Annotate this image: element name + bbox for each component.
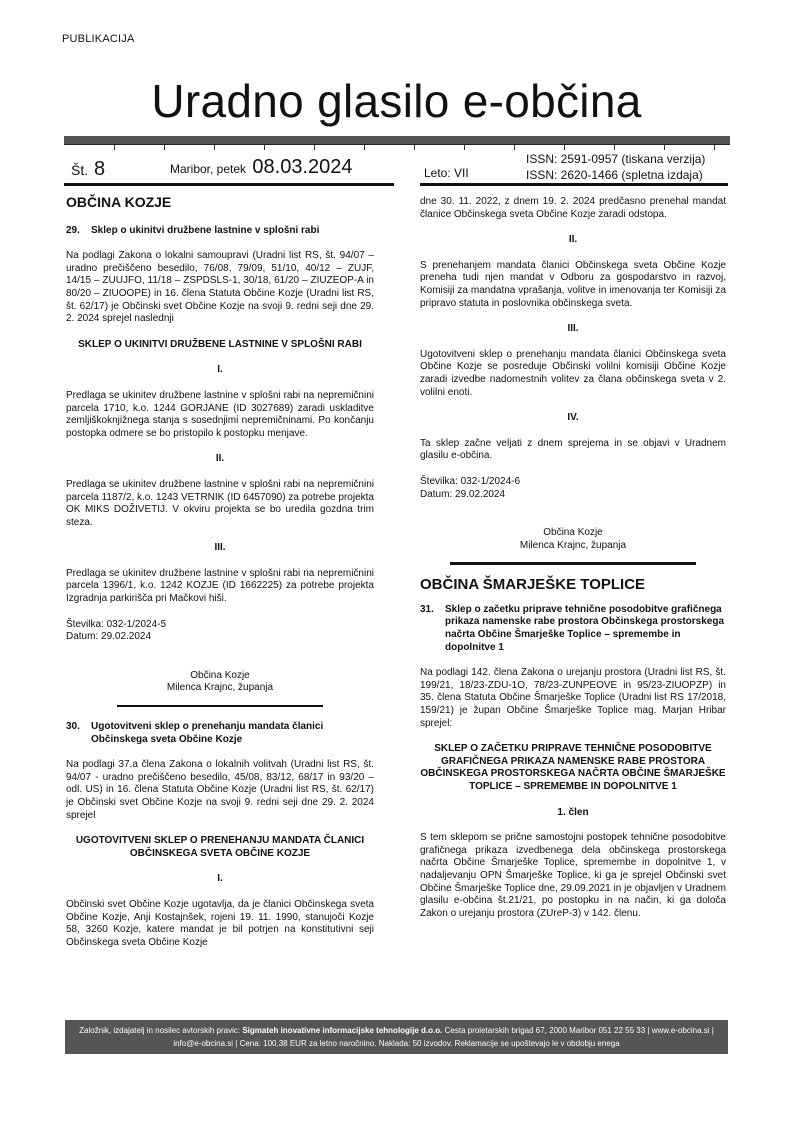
- article-heading: 1. člen: [557, 806, 589, 818]
- municipality-heading: OBČINA ŠMARJEŠKE TOPLICE: [420, 576, 646, 594]
- item-29-intro: Na podlagi Zakona o lokalni samoupravi (Uradni list RS, št. 94/07 – uradno prečiščeno besedilo, 76/08, 79/09, 51/10, 40/12 – ZUJF, 14/15 – ZUUJFO, 11/18 – ZSPDSLS-1, 30/18, 61/20 – ZIUZEOP-A in 80/20 – ZIUOOPE) in 16. člena Statuta Občine Kozje (Uradni list RS, št. 62/17) je Občinski svet Občine Kozje na svoji 9. redni seji dne 29. 2. 2024 sprejel naslednji: [66, 250, 374, 325]
- section-roman: III.: [567, 323, 579, 335]
- item-29-title: 29. Sklep o ukinitvi družbene lastnine v splošni rabi: [66, 224, 320, 236]
- item-31-intro: Na podlagi 142. člena Zakona o urejanju prostora (Uradni list RS, št. 199/21, 18/23-ZDU-1O, 78/23-ZUNPEOVE in 95/23-ZIUOPZP) in 35. člena Statuta Občine Šmarješke Toplice (Uradni list RS 17/2018, 159/21) je župan Občine Šmarješke Toplice mag. Marjan Hribar sprejel:: [420, 667, 726, 729]
- item-29-paragraph: Predlaga se ukinitev družbene lastnine v splošni rabi na nepremičnini parcela 1187/2, k.o. 1243 VETRNIK (ID 6457090) za potrebe projekta OK MIKS DOŽIVETIJ. V okviru projekta se bo uredila gozdna trim steza.: [66, 478, 374, 528]
- issn-block: ISSN: 2591-0957 (tiskana verzija) ISSN: 2620-1466 (spletna izdaja): [526, 152, 706, 182]
- item-29-paragraph: Predlaga se ukinitev družbene lastnine v splošni rabi na nepremičnini parcela 1710, k.o. 1244 GORJANE (ID 3027689) zaradi uskladitve zemljiškoknjižnega stanja s sosednjimi nepremičninami. Po končanju postopka odmere se bo pristopilo k postopku menjave.: [66, 389, 374, 439]
- item-29-number: Številka: 032-1/2024-5: [66, 618, 167, 630]
- section-roman: IV.: [567, 412, 579, 424]
- section-roman: II.: [215, 453, 225, 465]
- item-30-title: 30. Ugotovitveni sklep o prenehanju mandata članici Občinskega sveta Občine Kozje: [66, 721, 324, 745]
- header-divider-left: [64, 183, 394, 186]
- item-29-date: Datum: 29.02.2024: [66, 631, 152, 643]
- item-31-paragraph: S tem sklepom se prične samostojni postopek tehnične posodobitve grafičnega prikaza izvedbenega dela občinskega prostorskega načrta Občine Šmarješke Toplice, spremembe in dopolnitve 1, v nadaljevanju OPN Šmarješke Toplice, ki ga je sprejel Občinski svet Občine Šmarješke Toplice dne, 29.09.2021 in je objavljen v Uradnem glasilu e-občina št.21/21, po postopku in na način, ki ga določa Zakon o urejanju prostora (ZUreP-3) v 142. členu.: [420, 832, 726, 919]
- signature-name: Milenca Krajnc, županja: [519, 539, 627, 551]
- masthead-title: Uradno glasilo e-občina: [151, 75, 642, 127]
- item-30-paragraph: Ugotovitveni sklep o prenehanju mandata članici Občinskega sveta Občine Kozje se posreduje Občinski volilni komisiji Občine Kozje zaradi izvedbe nadomestnih volitev za člana občinskega sveta v 2. volilni enoti.: [420, 348, 726, 398]
- item-30-paragraph: Ta sklep začne veljati z dnem sprejema in se objavi v Uradnem glasilu e-občina.: [420, 437, 726, 462]
- item-31-heading: SKLEP O ZAČETKU PRIPRAVE TEHNIČNE POSODOBITVE GRAFIČNEGA PRIKAZA NAMENSKE RABE PROSTORA OBČINSKEGA PROSTORSKEGA NAČRTA OBČINE ŠMARJEŠKE TOPLICE – SPREMEMBE IN DOPOLNITVE 1: [420, 743, 726, 792]
- item-29-paragraph: Predlaga se ukinitev družbene lastnine v splošni rabi na nepremičnini parcela 1396/1, k.o. 1242 KOZJE (ID 1662225) za potrebe projekta Izgradnja parkirišča pri Mačkovi hiši.: [66, 567, 374, 605]
- footer-imprint: Založnik, izdajatelj in nosilec avtorskih pravic: Sigmateh inovativne informacijske tehnologije d.o.o. Cesta proletarskih brigad 67, 2000 Maribor 051 22 55 33 | www.e-obcina.si | info@e-obcina.si | Cena: 100,38 EUR za letno naročnino. Naklada: 50 izvodov. Reklamacije se upoštevajo le v obdobju enega: [65, 1020, 728, 1054]
- issue-year: Leto: VII: [424, 166, 469, 180]
- item-30-paragraph: S prenehanjem mandata članici Občinskega sveta Občine Kozje preneha tudi njen mandat v Odboru za gospodarstvo in razvoj, Komisiji za mandatna vprašanja, volitve in imenovanja ter Komisiji za pripravo statuta in poslovnika občinskega sveta.: [420, 259, 726, 309]
- item-30-date: Datum: 29.02.2024: [420, 488, 506, 500]
- item-29-heading: SKLEP O UKINITVI DRUŽBENE LASTNINE V SPLOŠNI RABI: [78, 338, 362, 350]
- item-30-intro: Na podlagi 37.a člena Zakona o lokalnih volitvah (Uradni list RS, št. 94/07 - uradno prečiščeno besedilo, 45/08, 83/12, 68/17 in 93/20 – odl. US) in 16. člena Statuta Občine Kozje (Uradni list RS, št. 62/17) je Občinski svet Občine Kozje na svoji 9. redni seji dne 29. 2. 2024 sprejel: [66, 759, 374, 821]
- item-31-title: 31. Sklep o začetku priprave tehnične posodobitve grafičnega prikaza namenske rabe prostora Občinskega prostorskega načrta Občine Šmarješke Toplice – spremembe in dopolnitve 1: [420, 603, 724, 653]
- item-30-paragraph: Občinski svet Občine Kozje ugotavlja, da je članici Občinskega sveta Občine Kozje, Anji Kostajnšek, rojeni 19. 11. 1990, stanujoči Kozje 58, 3260 Kozje, katere mandat je bil potrjen na konstitutivni seji Občinskega sveta Občine Kozje: [66, 898, 374, 948]
- masthead-ticks: [64, 144, 730, 150]
- item-30-heading: UGOTOVITVENI SKLEP O PRENEHANJU MANDATA ČLANICI OBČINSKEGA SVETA OBČINE KOZJE: [75, 835, 365, 859]
- signature-name: Milenca Krajnc, županja: [166, 682, 274, 694]
- footer-email-link[interactable]: info@e-obcina.si: [173, 1039, 234, 1048]
- item-30-number: Številka: 032-1/2024-6: [420, 475, 521, 487]
- issue-date: Maribor, petek 08.03.2024: [170, 156, 353, 178]
- section-roman: III.: [214, 542, 226, 554]
- publication-label: PUBLIKACIJA: [62, 33, 135, 45]
- right-column: [420, 196, 726, 920]
- left-column: [66, 196, 374, 949]
- section-roman: I.: [217, 364, 223, 376]
- signature-org: Občina Kozje: [543, 527, 603, 539]
- signature-org: Občina Kozje: [190, 669, 250, 681]
- header-divider-right: [420, 183, 728, 186]
- municipality-heading: OBČINA KOZJE: [66, 194, 172, 210]
- item-30-continuation: dne 30. 11. 2022, z dnem 19. 2. 2024 predčasno prenehal mandat članice Občinskega sveta Občine Kozje zaradi odstopa.: [420, 196, 726, 220]
- footer-website-link[interactable]: www.e-obcina.si: [651, 1026, 710, 1035]
- section-roman: II.: [568, 234, 578, 246]
- section-roman: I.: [217, 873, 223, 885]
- issue-number: Št. 8: [71, 158, 106, 180]
